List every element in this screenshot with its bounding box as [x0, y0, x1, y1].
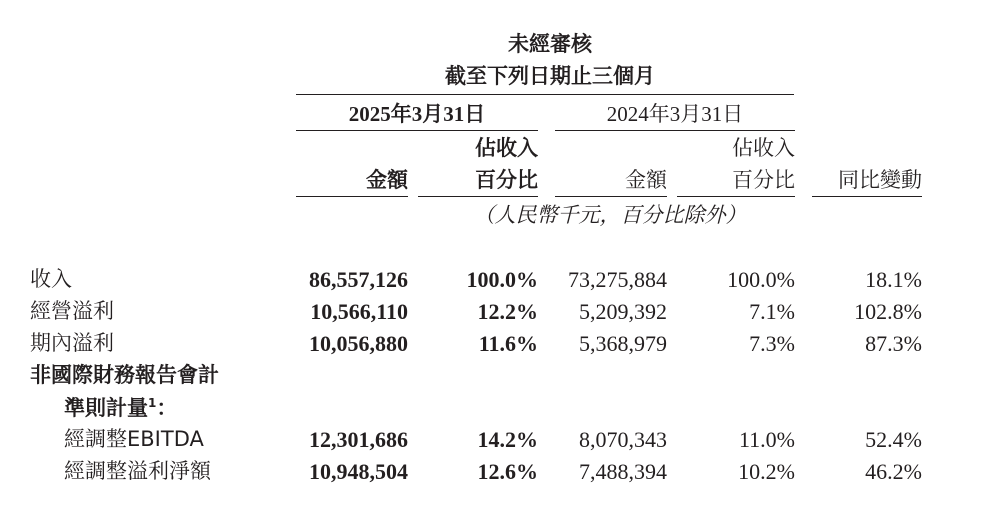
cell-cur-amount: 10,056,880: [309, 331, 408, 356]
col-cur-pct-line2: 百分比: [475, 168, 538, 192]
col-cur-amount: 金額: [366, 168, 408, 192]
period-current: 2025年3月31日: [348, 102, 486, 126]
cell-cur-pct: 100.0%: [466, 267, 538, 292]
cell-prior-pct: 10.2%: [738, 459, 795, 484]
cell-yoy: 87.3%: [865, 331, 922, 356]
cell-prior-pct: 7.1%: [749, 299, 795, 324]
row-label: 經調整溢利淨額: [64, 459, 211, 483]
cell-yoy: 52.4%: [865, 427, 922, 452]
cell-prior-amount: 7,488,394: [579, 459, 667, 484]
cell-prior-pct: 7.3%: [749, 331, 795, 356]
cell-prior-pct: 11.0%: [738, 427, 795, 452]
non-ifrs-heading-line1: 非國際財務報告會計: [30, 363, 219, 387]
row-label: 經營溢利: [30, 299, 114, 323]
row-label: 期內溢利: [30, 331, 114, 355]
col-cur-pct-line1: 佔收入: [475, 136, 538, 160]
cell-cur-pct: 12.6%: [477, 459, 538, 484]
row-label: 收入: [30, 267, 72, 291]
header-title: 未經審核: [508, 32, 592, 56]
col-prior-pct-line2: 百分比: [732, 168, 795, 192]
cell-prior-pct: 100.0%: [727, 267, 795, 292]
cell-prior-amount: 73,275,884: [568, 267, 667, 292]
col-prior-amount: 金額: [625, 168, 667, 192]
cell-cur-amount: 10,566,110: [310, 299, 408, 324]
col-prior-amount-rule: [555, 196, 667, 197]
cell-cur-pct: 12.2%: [477, 299, 538, 324]
col-prior-pct-line1: 佔收入: [732, 136, 795, 160]
col-cur-amount-rule: [296, 196, 408, 197]
non-ifrs-heading-line2: 準則計量$^1$：: [64, 396, 178, 420]
cell-cur-pct: 14.2%: [477, 427, 538, 452]
cell-yoy: 102.8%: [854, 299, 922, 324]
footnote-marker: 1: [148, 396, 157, 410]
cell-yoy: 46.2%: [865, 459, 922, 484]
cell-prior-amount: 5,368,979: [579, 331, 667, 356]
col-cur-pct-rule: [418, 196, 538, 197]
period-prior-rule: [555, 130, 795, 131]
cell-prior-amount: 5,209,392: [579, 299, 667, 324]
cell-cur-amount: 12,301,686: [309, 427, 408, 452]
col-prior-pct-rule: [677, 196, 795, 197]
cell-prior-amount: 8,070,343: [579, 427, 667, 452]
cell-cur-amount: 10,948,504: [309, 459, 408, 484]
header-rule: [296, 94, 794, 95]
cell-cur-amount: 86,557,126: [309, 267, 408, 292]
cell-cur-pct: 11.6%: [478, 331, 538, 356]
col-yoy-rule: [812, 196, 922, 197]
row-label: 經調整EBITDA: [64, 427, 204, 451]
period-prior: 2024年3月31日: [606, 102, 744, 126]
cell-yoy: 18.1%: [865, 267, 922, 292]
unit-note: （人民幣千元，百分比除外）: [473, 203, 747, 227]
col-yoy: 同比變動: [838, 168, 922, 192]
period-current-rule: [296, 130, 538, 131]
header-subtitle: 截至下列日期止三個月: [445, 64, 655, 88]
